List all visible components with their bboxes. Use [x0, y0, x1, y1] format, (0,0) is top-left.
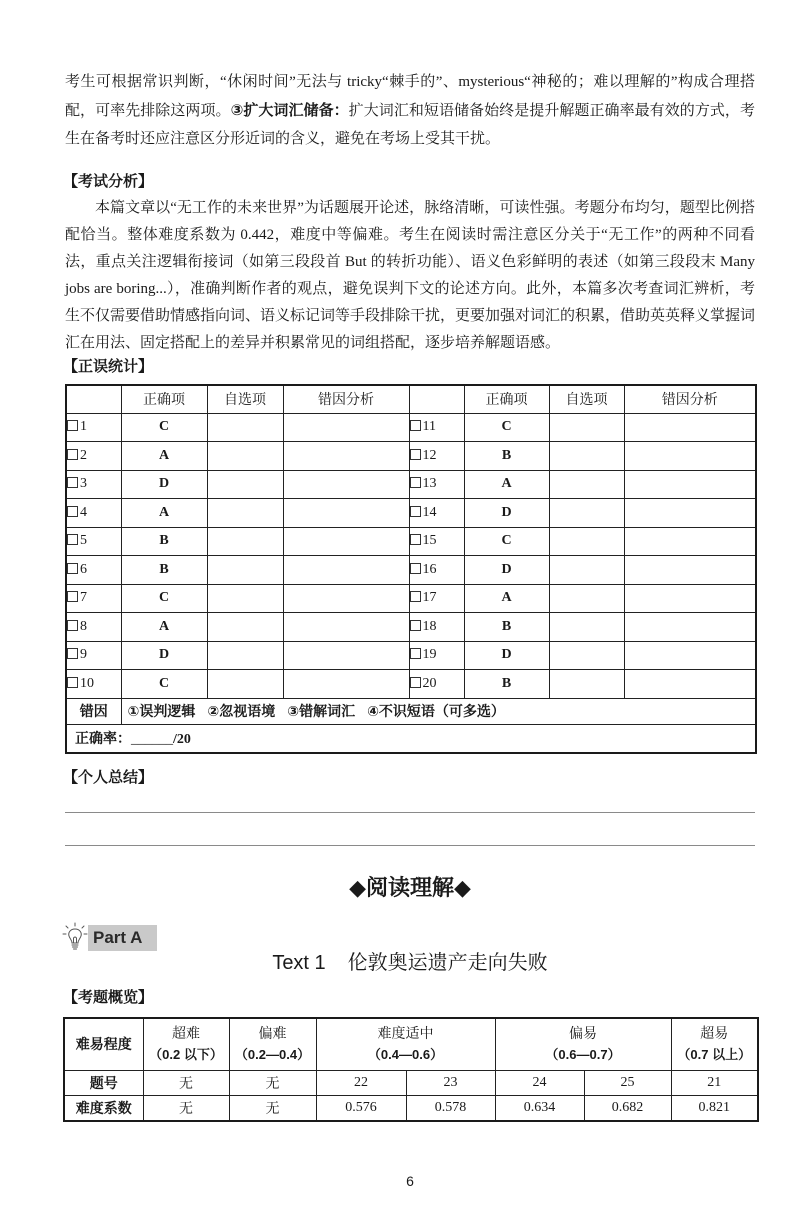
question-cell — [409, 499, 464, 528]
own-answer-cell — [207, 442, 283, 471]
table-row — [66, 413, 756, 442]
question-number: 16 — [422, 561, 437, 577]
checkbox-icon — [67, 420, 78, 431]
writing-line — [65, 845, 755, 846]
question-cell — [66, 499, 121, 528]
overview-heading: 【考题概览】 — [63, 989, 154, 1006]
error-analysis-cell — [624, 556, 756, 585]
question-number: 5 — [80, 533, 87, 549]
question-cell — [409, 613, 464, 642]
question-cell — [409, 413, 464, 442]
error-analysis-cell — [624, 613, 756, 642]
level-name: 超易 — [700, 1025, 729, 1042]
error-option: ④不识短语（可多选） — [367, 703, 505, 719]
error-reason-row — [66, 698, 756, 724]
checkbox-icon — [410, 449, 421, 460]
error-option: ①误判逻辑 — [127, 703, 196, 719]
level-range: （0.7 以上） — [677, 1047, 752, 1063]
level-range: （0.4—0.6） — [367, 1047, 444, 1063]
checkbox-icon — [67, 534, 78, 545]
writing-line — [65, 812, 755, 813]
question-number: 4 — [80, 504, 87, 520]
own-answer-cell — [207, 613, 283, 642]
own-answer-cell — [549, 556, 624, 585]
question-number: 2 — [80, 447, 87, 463]
page-number: 6 — [406, 1173, 414, 1189]
error-analysis-cell — [624, 584, 756, 613]
error-analysis-cell — [283, 641, 409, 670]
text-title — [65, 950, 755, 976]
table-row — [66, 613, 756, 642]
question-number: 20 — [422, 675, 437, 691]
checkbox-icon — [67, 591, 78, 602]
part-label: Part A — [88, 925, 157, 951]
question-cell — [409, 641, 464, 670]
own-answer-cell — [207, 527, 283, 556]
difficulty-level-row — [64, 1018, 758, 1070]
level-name: 偏易 — [569, 1025, 597, 1042]
question-value: 23 — [406, 1070, 495, 1095]
question-cell — [66, 413, 121, 442]
score-table — [65, 384, 755, 754]
table-row — [66, 641, 756, 670]
difficulty-level — [229, 1018, 316, 1070]
analysis-paragraph: 本篇文章以“无工作的未来世界”为话题展开论述，脉络清晰，可读性强。考题分布均匀，题型比例搭配恰当。整体难度系数为 0.442，难度中等偏难。考生在阅读时需注意区分关于“无工作”的两种不同看法，重点关注逻辑衔接词（如第三段段首 But 的转折功能）、语义色彩鲜明的表述（如第三段段末 Many jobs are boring...），准确判断作者的观点，避免误判下文的论述方向。此外，本篇多次考查词汇辨析，考生不仅需要借助情感指向词、语义标记词等手段排除干扰，更要加强对词汇的积累，借助英英释义掌握词汇在用法、固定搭配上的差异并积累常见的词组搭配，逐步培养解题语感。 — [65, 200, 756, 351]
error-analysis-cell — [283, 613, 409, 642]
correct-answer: B — [464, 613, 549, 642]
error-analysis-cell — [283, 413, 409, 442]
question-cell — [66, 613, 121, 642]
accuracy-label: 正确率： — [75, 730, 131, 747]
error-analysis-cell — [283, 527, 409, 556]
error-analysis-cell — [624, 413, 756, 442]
question-number: 17 — [422, 590, 437, 606]
error-analysis-cell — [624, 527, 756, 556]
own-answer-cell — [549, 527, 624, 556]
checkbox-icon — [67, 506, 78, 517]
error-analysis-cell — [283, 442, 409, 471]
difficulty-level — [316, 1018, 495, 1070]
coefficient-value: 0.634 — [495, 1095, 584, 1121]
own-answer-cell — [207, 556, 283, 585]
coefficient-value: 0.578 — [406, 1095, 495, 1121]
intro-text-continued: 扩大词汇和短语储备始终是提升解题正确率最有效的方式，考生在备考时还应注意区分形近词的含义，避免在考场上受其干扰。 — [65, 102, 755, 147]
own-answer-cell — [207, 470, 283, 499]
table-row — [66, 670, 756, 699]
header-blank — [66, 385, 121, 413]
coefficient-row — [64, 1095, 758, 1121]
coefficient-value: 0.821 — [671, 1095, 758, 1121]
own-answer-cell — [207, 499, 283, 528]
table-header-row — [66, 385, 756, 413]
error-reason-label: 错因 — [66, 698, 121, 724]
table-row — [66, 470, 756, 499]
error-option: ③错解词汇 — [287, 703, 356, 719]
difficulty-level — [143, 1018, 229, 1070]
correct-answer: D — [121, 641, 207, 670]
error-option: ②忽视语境 — [207, 703, 276, 719]
question-number: 6 — [80, 561, 87, 577]
own-answer-cell — [549, 641, 624, 670]
section-title: ◆阅读理解◆ — [349, 875, 471, 900]
table-row — [66, 499, 756, 528]
header-own: 自选项 — [207, 385, 283, 413]
own-answer-cell — [207, 413, 283, 442]
own-answer-cell — [549, 584, 624, 613]
correct-answer: C — [464, 527, 549, 556]
error-analysis-cell — [624, 670, 756, 699]
question-number: 12 — [422, 447, 437, 463]
error-analysis-cell — [624, 470, 756, 499]
question-value: 无 — [229, 1070, 316, 1095]
accuracy-total: /20 — [173, 732, 191, 748]
question-value: 24 — [495, 1070, 584, 1095]
question-cell — [66, 670, 121, 699]
level-range: （0.2—0.4） — [234, 1047, 311, 1063]
checkbox-icon — [410, 648, 421, 659]
checkbox-icon — [410, 420, 421, 431]
coefficient-value: 无 — [143, 1095, 229, 1121]
accuracy-row — [66, 724, 756, 753]
accuracy-blank: ______ — [131, 732, 173, 748]
checkbox-icon — [410, 677, 421, 688]
correct-answer: D — [464, 499, 549, 528]
question-cell — [66, 442, 121, 471]
question-number: 13 — [422, 476, 437, 492]
question-value: 25 — [584, 1070, 671, 1095]
table-row — [66, 556, 756, 585]
stats-heading: 【正误统计】 — [63, 358, 154, 375]
accuracy-cell — [66, 724, 756, 753]
correct-answer: C — [121, 413, 207, 442]
difficulty-overview-table — [63, 1017, 757, 1122]
checkbox-icon — [410, 534, 421, 545]
correct-answer: A — [464, 584, 549, 613]
error-analysis-cell — [624, 442, 756, 471]
question-number: 1 — [80, 419, 87, 435]
question-cell — [66, 470, 121, 499]
difficulty-header: 难易程度 — [64, 1018, 143, 1070]
question-cell — [66, 641, 121, 670]
question-number: 3 — [80, 476, 87, 492]
question-number: 7 — [80, 590, 87, 606]
header-reason: 错因分析 — [624, 385, 756, 413]
checkbox-icon — [67, 449, 78, 460]
question-number: 15 — [422, 533, 437, 549]
table-row — [66, 584, 756, 613]
question-cell — [409, 670, 464, 699]
question-value: 无 — [143, 1070, 229, 1095]
coefficient-value: 0.576 — [316, 1095, 406, 1121]
correct-answer: D — [121, 470, 207, 499]
level-name: 难度适中 — [377, 1025, 434, 1042]
correct-answer: B — [121, 556, 207, 585]
own-answer-cell — [549, 499, 624, 528]
header-blank — [409, 385, 464, 413]
checkbox-icon — [410, 563, 421, 574]
error-analysis-cell — [624, 499, 756, 528]
question-number: 8 — [80, 618, 87, 634]
correct-answer: C — [121, 584, 207, 613]
level-range: （0.6—0.7） — [545, 1047, 621, 1063]
question-cell — [66, 556, 121, 585]
level-name: 超难 — [172, 1025, 200, 1042]
vocab-strategy-label: ③扩大词汇储备： — [230, 101, 349, 119]
correct-answer: C — [121, 670, 207, 699]
level-range: （0.2 以下） — [149, 1047, 223, 1063]
own-answer-cell — [207, 584, 283, 613]
checkbox-icon — [410, 477, 421, 488]
text-number: Text 1 — [272, 952, 326, 974]
correct-answer: A — [121, 499, 207, 528]
analysis-heading: 【考试分析】 — [63, 173, 154, 190]
question-cell — [409, 527, 464, 556]
intro-text: 考生可根据常识判断，“休闲时间”无法与 tricky“棘手的”、mysterious“神秘的；难以理解的”构成合理搭配，可率先排除这两项。 — [65, 74, 755, 119]
question-number: 18 — [422, 618, 437, 634]
checkbox-icon — [67, 563, 78, 574]
own-answer-cell — [207, 670, 283, 699]
checkbox-icon — [67, 677, 78, 688]
question-value: 21 — [671, 1070, 758, 1095]
question-cell — [409, 442, 464, 471]
error-reason-options — [121, 698, 756, 724]
own-answer-cell — [549, 413, 624, 442]
correct-answer: B — [464, 670, 549, 699]
error-analysis-cell — [283, 556, 409, 585]
correct-answer: A — [121, 442, 207, 471]
summary-heading: 【个人总结】 — [63, 769, 154, 786]
coefficient-label: 难度系数 — [64, 1095, 143, 1121]
error-analysis-cell — [283, 470, 409, 499]
table-row — [66, 442, 756, 471]
checkbox-icon — [410, 620, 421, 631]
correct-answer: A — [464, 470, 549, 499]
level-name: 偏难 — [258, 1025, 287, 1042]
correct-answer: D — [464, 641, 549, 670]
error-analysis-cell — [283, 499, 409, 528]
correct-answer: D — [464, 556, 549, 585]
correct-answer: A — [121, 613, 207, 642]
question-number-row — [64, 1070, 758, 1095]
header-correct: 正确项 — [464, 385, 549, 413]
checkbox-icon — [67, 477, 78, 488]
checkbox-icon — [67, 648, 78, 659]
own-answer-cell — [549, 442, 624, 471]
lightbulb-icon — [62, 922, 88, 952]
error-analysis-cell — [283, 584, 409, 613]
question-label: 题号 — [64, 1070, 143, 1095]
checkbox-icon — [410, 506, 421, 517]
coefficient-value: 0.682 — [584, 1095, 671, 1121]
question-cell — [409, 556, 464, 585]
error-analysis-cell — [624, 641, 756, 670]
error-analysis-cell — [283, 670, 409, 699]
question-number: 9 — [80, 647, 87, 663]
header-correct: 正确项 — [121, 385, 207, 413]
question-cell — [66, 527, 121, 556]
question-cell — [409, 584, 464, 613]
difficulty-level — [671, 1018, 758, 1070]
question-cell — [409, 470, 464, 499]
text-name: 伦敦奥运遗产走向失败 — [347, 952, 548, 974]
checkbox-icon — [67, 620, 78, 631]
question-cell — [66, 584, 121, 613]
own-answer-cell — [549, 670, 624, 699]
question-number: 11 — [422, 419, 436, 435]
intro-paragraph — [65, 68, 755, 154]
correct-answer: C — [464, 413, 549, 442]
own-answer-cell — [549, 613, 624, 642]
question-number: 10 — [80, 675, 94, 691]
own-answer-cell — [549, 470, 624, 499]
checkbox-icon — [410, 591, 421, 602]
difficulty-level — [495, 1018, 671, 1070]
question-value: 22 — [316, 1070, 406, 1095]
header-own: 自选项 — [549, 385, 624, 413]
own-answer-cell — [207, 641, 283, 670]
question-number: 19 — [422, 647, 437, 663]
question-number: 14 — [422, 504, 437, 520]
coefficient-value: 无 — [229, 1095, 316, 1121]
table-row — [66, 527, 756, 556]
correct-answer: B — [464, 442, 549, 471]
header-reason: 错因分析 — [283, 385, 409, 413]
correct-answer: B — [121, 527, 207, 556]
